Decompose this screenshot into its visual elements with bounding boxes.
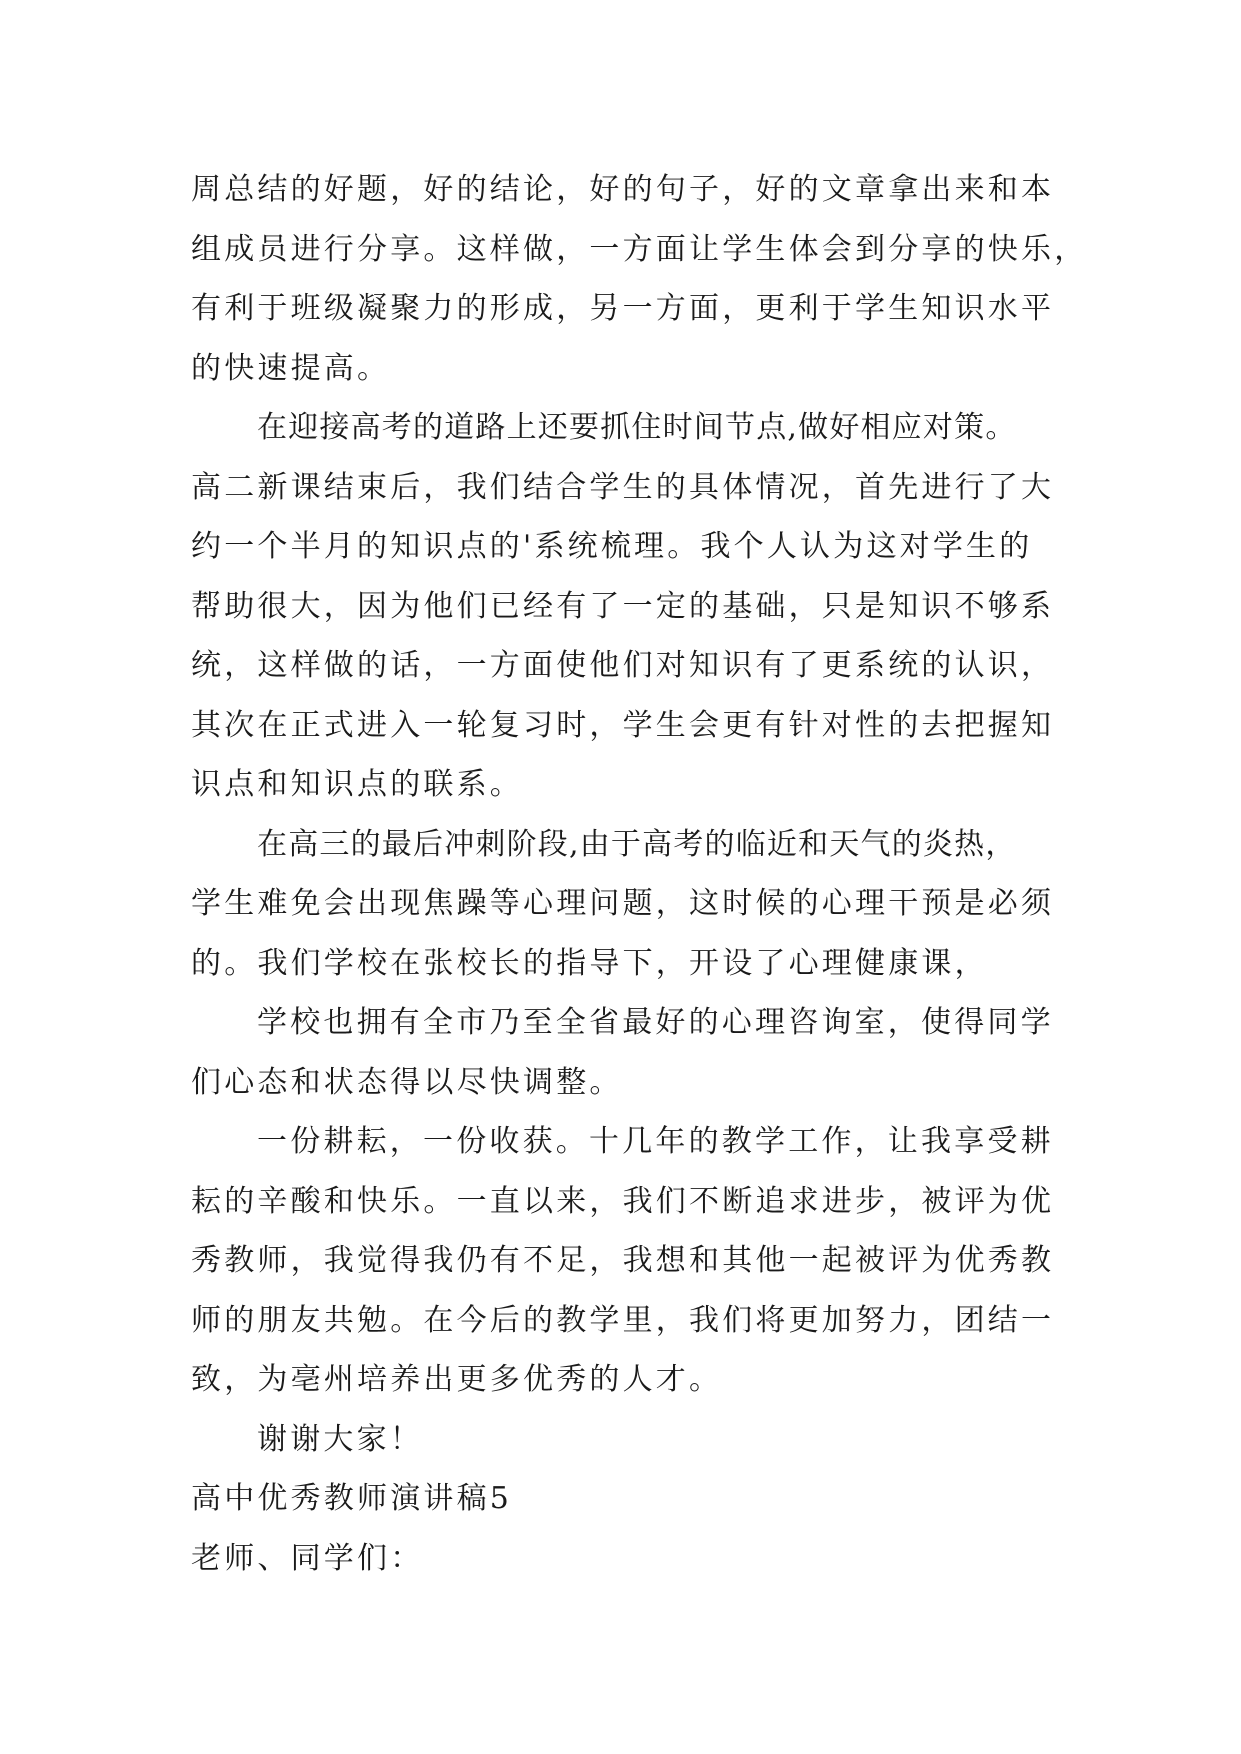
text-line: 学生难免会出现焦躁等心理问题，这时候的心理干预是必须	[191, 886, 1055, 921]
section-title: 高中优秀教师演讲稿5	[191, 1481, 513, 1516]
text-line: 其次在正式进入一轮复习时，学生会更有针对性的去把握知	[191, 707, 1055, 743]
text-line: 耘的辛酸和快乐。一直以来，我们不断追求进步，被评为优	[191, 1183, 1055, 1219]
document-body	[191, 160, 1088, 1588]
text-line: 帮助很大，因为他们已经有了一定的基础，只是知识不够系	[191, 588, 1055, 624]
text-line: 组成员进行分享。这样做，一方面让学生体会到分享的快乐，	[191, 231, 1088, 267]
text-line: 高二新课结束后，我们结合学生的具体情况，首先进行了大	[191, 469, 1055, 505]
text-line: 的快速提高。	[191, 350, 391, 386]
text-line: 周总结的好题，好的结论，好的句子，好的文章拿出来和本	[191, 172, 1055, 207]
text-line: 有利于班级凝聚力的形成，另一方面，更利于学生知识水平	[191, 291, 1055, 326]
salutation: 老师、同学们：	[191, 1540, 424, 1576]
text-line: 师的朋友共勉。在今后的教学里，我们将更加努力，团结一	[191, 1302, 1055, 1338]
paragraph-first-line: 在高三的最后冲刺阶段,由于高考的临近和天气的炎热，	[257, 826, 1017, 862]
text-line: 们心态和状态得以尽快调整。	[191, 1064, 623, 1100]
paragraph-first-line: 学校也拥有全市乃至全省最好的心理咨询室，使得同学	[257, 1005, 1054, 1040]
text-line: 致，为亳州培养出更多优秀的人才。	[191, 1362, 723, 1397]
paragraph-first-line: 在迎接高考的道路上还要抓住时间节点,做好相应对策。	[257, 410, 1017, 445]
text-line: 约一个半月的知识点的'系统梳理。我个人认为这对学生的	[191, 529, 1033, 564]
text-line: 的。我们学校在张校长的指导下，开设了心理健康课，	[191, 945, 988, 981]
text-line: 统，这样做的话，一方面使他们对知识有了更系统的认识，	[191, 648, 1055, 683]
paragraph-first-line: 一份耕耘，一份收获。十几年的教学工作，让我享受耕	[257, 1124, 1054, 1159]
text-line: 识点和知识点的联系。	[191, 767, 523, 802]
closing-thanks: 谢谢大家！	[257, 1421, 423, 1457]
text-line: 秀教师，我觉得我仍有不足，我想和其他一起被评为优秀教	[191, 1243, 1055, 1278]
